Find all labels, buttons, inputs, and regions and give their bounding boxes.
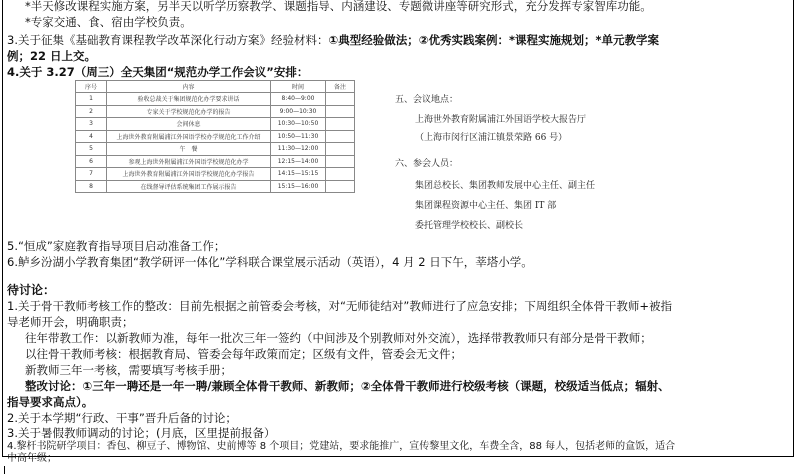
- item-5-line: 5.“恒成”家庭教育指导项目启动准备工作；: [7, 239, 226, 253]
- agenda-cell: 在线督导评估系统集团工作展示报告: [107, 180, 271, 193]
- agenda-cell: [326, 168, 355, 181]
- agenda-cell: 验收总裁关于集团规范化办学要求讲话: [107, 93, 271, 106]
- discussion-line: 中高年级；: [7, 453, 57, 464]
- agenda-cell: 会间休息: [107, 118, 271, 131]
- agenda-cell: 6: [76, 155, 107, 168]
- discussion-line: 4.黎杆书院研学项目：香包、柳豆子、博物馆、史前博等 8 个项目；党建站，要求能推广，宣传黎里文化，车费全含，88 每人，包括老师的盒饭，适合: [7, 441, 676, 452]
- agenda-cell: 10:30—10:50: [271, 118, 326, 131]
- agenda-cell: 11:30—12:00: [271, 143, 326, 156]
- agenda-cell: 4: [76, 130, 107, 143]
- agenda-cell: 5: [76, 143, 107, 156]
- item-4-line: 4.关于 3.27（周三）全天集团“规范办学工作会议”安排：: [7, 65, 309, 79]
- agenda-cell: [326, 93, 355, 106]
- agenda-header: 序号: [76, 81, 107, 93]
- agenda-cell: 10:50—11:30: [271, 130, 326, 143]
- discussion-line: 3.关于暑假教师调动的讨论；(月底，区里提前报备）: [7, 426, 276, 440]
- agenda-cell: 15:15—16:00: [271, 180, 326, 193]
- discussion-line: 1.关于骨干教师考核工作的整改：目前先根据之前管委会考核，对“无师徒结对”教师进行了应急安排；下周组织全体骨干教师+被指: [7, 299, 673, 313]
- agenda-cell: 8: [76, 180, 107, 193]
- agenda-row: [76, 118, 355, 131]
- agenda-cell: 参观上海世外附属浦江外国语学校规范化办学: [107, 155, 271, 168]
- text-line: *半天修改课程实施方案，另半天以听学历察教学、课题指导、内涵建设、专题微讲座等研究形式，充分发挥专家智库功能。: [25, 0, 652, 13]
- agenda-cell: [326, 118, 355, 131]
- discussion-bold-line: 整改讨论：①三年一聘还是一年一聘/兼顾全体骨干教师、新教师；②全体骨干教师进行校级考核（课题，校级适当低点；辐射、: [25, 379, 670, 393]
- discussion-line: 新教师三年一考核，需要填写考核手册；: [25, 363, 232, 377]
- agenda-row: [76, 155, 355, 168]
- agenda-cell: 1: [76, 93, 107, 106]
- agenda-row: [76, 168, 355, 181]
- agenda-cell: 上海世外教育附属浦江外国语学校规范化办学报告: [107, 168, 271, 181]
- attendee-line: 委托管理学校校长、副校长: [415, 221, 524, 231]
- agenda-cell: 2: [76, 105, 107, 118]
- discussion-line: 导老师开会，明确职责；: [7, 315, 134, 329]
- attendee-line: 集团总校长、集团教师发展中心主任、副主任: [415, 181, 596, 191]
- agenda-cell: 14:15—15:15: [271, 168, 326, 181]
- agenda-table-image: [75, 80, 355, 240]
- agenda-cell: 3: [76, 118, 107, 131]
- agenda-cell: [326, 105, 355, 118]
- agenda-row: [76, 105, 355, 118]
- text-line: *专家交通、食、宿由学校负责。: [25, 15, 192, 29]
- agenda-row: [76, 130, 355, 143]
- discussion-bold-line: 指导要求高点）。: [7, 395, 94, 409]
- venue-address: （上海市闵行区浦江镇景荣路 66 号）: [415, 133, 568, 143]
- agenda-header: 内容: [107, 81, 271, 93]
- discussion-line: 2.关于本学期“行政、干事”晋升后备的讨论；: [7, 411, 237, 425]
- item-3-bold: ①典型经验做法；②优秀实践案例：*课程实施规划；*单元教学案: [328, 33, 659, 47]
- agenda-cell: [326, 155, 355, 168]
- agenda-cell: 8:40—9:00: [271, 93, 326, 106]
- agenda-row: [76, 180, 355, 193]
- agenda-header: 时间: [271, 81, 326, 93]
- item-6-line: 6.鲈乡汾湖小学教育集团“教学研评一体化”学科联合课堂展示活动（英语），4 月 2 日下午，莘塔小学。: [7, 255, 533, 269]
- item-3-text: 3.关于征集《基础教育课程教学改革深化行动方案》经验材料：: [7, 33, 329, 47]
- venue-title: 五、会议地点：: [395, 95, 459, 105]
- agenda-cell: 午 餐: [107, 143, 271, 156]
- agenda-table: [75, 80, 355, 193]
- agenda-header: 备注: [326, 81, 355, 93]
- agenda-cell: 上海世外教育附属浦江外国语学校办学规范化工作介绍: [107, 130, 271, 143]
- venue-name: 上海世外教育附属浦江外国语学校大报告厅: [415, 115, 587, 125]
- agenda-row: [76, 93, 355, 106]
- agenda-row: [76, 143, 355, 156]
- text-cursor: [4, 466, 5, 474]
- agenda-cell: [326, 130, 355, 143]
- agenda-cell: 7: [76, 168, 107, 181]
- item-3-cont: 例；22 日上交。: [7, 49, 97, 63]
- attendee-line: 集团课程资源中心主任、集团 IT 部: [415, 201, 557, 211]
- attendees-title: 六、参会人员：: [395, 159, 459, 169]
- discussion-line: 以往骨干教师考核：根据教育局、管委会每年政策而定；区级有文件，管委会无文件；: [25, 347, 462, 361]
- agenda-cell: 9:00—10:30: [271, 105, 326, 118]
- agenda-cell: [326, 180, 355, 193]
- discussion-line: 往年带教工作：以新教师为准，每年一批次三年一签约（中间涉及个别教师对外交流），选择带教教师只有部分是骨干教师；: [25, 331, 652, 345]
- discussion-heading: 待讨论：: [7, 283, 56, 297]
- item-3-line: [7, 32, 659, 48]
- agenda-header-row: [76, 81, 355, 93]
- document-frame: [2, 0, 794, 464]
- agenda-cell: 12:15—14:00: [271, 155, 326, 168]
- agenda-cell: 专家关于学校规范化办学的报告: [107, 105, 271, 118]
- agenda-cell: [326, 143, 355, 156]
